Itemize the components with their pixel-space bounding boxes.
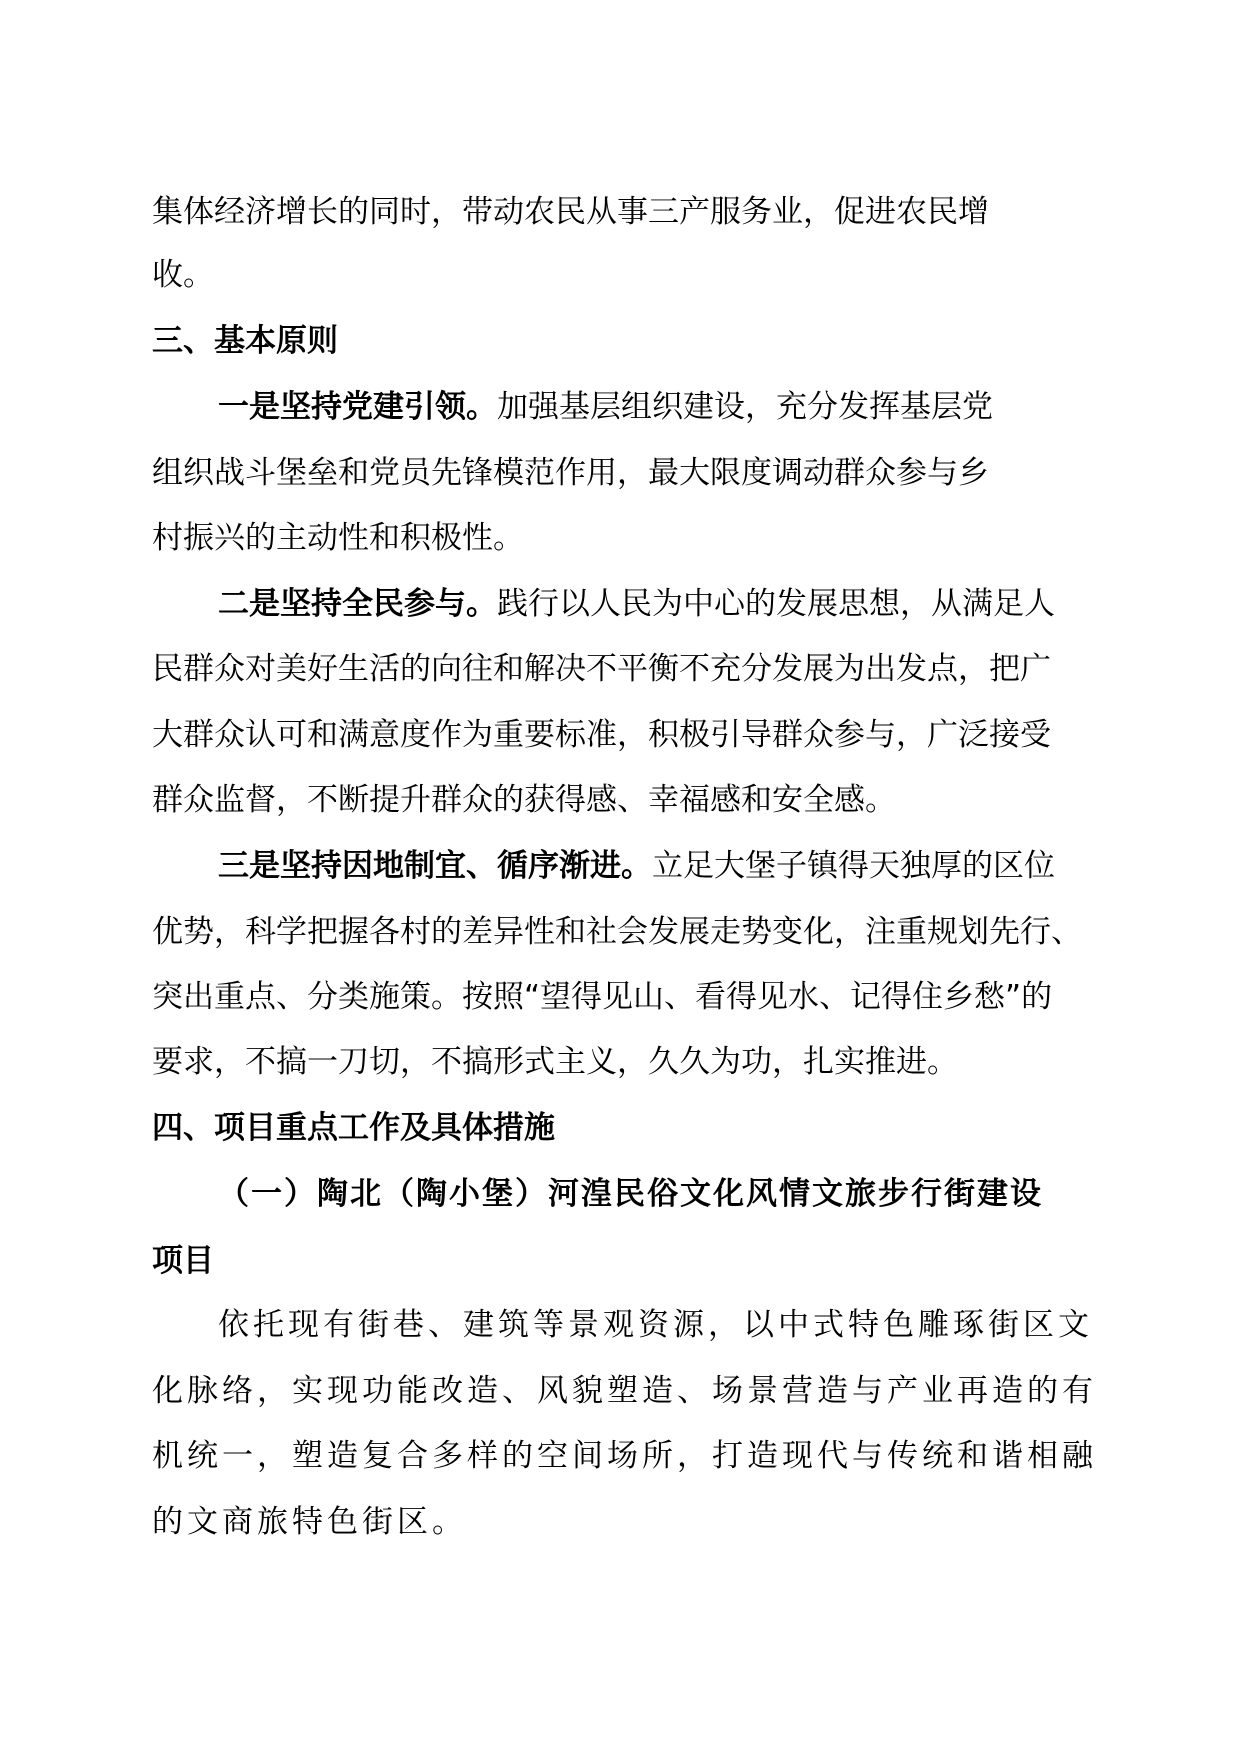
subheading-project-1-cont: 项目 (152, 1243, 214, 1279)
section-heading-basic-principles: 三、基本原则 (152, 323, 338, 359)
section-heading-key-projects: 四、项目重点工作及具体措施 (152, 1110, 555, 1146)
principle-2-text: 践行以人民为中心的发展思想，从满足人 (497, 586, 1055, 622)
paragraph-line: 机统一，塑造复合多样的空间场所，打造现代与传统和谐相融 (152, 1438, 1097, 1474)
paragraph-line: 化脉络，实现功能改造、风貌塑造、场景营造与产业再造的有 (152, 1373, 1097, 1409)
paragraph-line: 收。 (152, 257, 214, 293)
principle-3-first-line (218, 848, 1055, 884)
paragraph-line: 突出重点、分类施策。按照“望得见山、看得见水、记得住乡愁”的 (152, 979, 1053, 1015)
paragraph-line: 村振兴的主动性和积极性。 (152, 520, 524, 556)
principle-3-lead: 三是坚持因地制宜、循序渐进。 (218, 848, 652, 884)
principle-3-text: 立足大堡子镇得天独厚的区位 (652, 848, 1055, 884)
paragraph-line: 大群众认可和满意度作为重要标准，积极引导群众参与，广泛接受 (152, 717, 1051, 753)
paragraph-line: 群众监督，不断提升群众的获得感、幸福感和安全感。 (152, 782, 896, 818)
principle-1-text: 加强基层组织建设，充分发挥基层党 (497, 389, 993, 425)
principle-2-first-line (218, 586, 1055, 622)
principle-1-lead: 一是坚持党建引领。 (218, 389, 497, 425)
paragraph-line: 组织战斗堡垒和党员先锋模范作用，最大限度调动群众参与乡 (152, 455, 989, 491)
paragraph-line: 集体经济增长的同时，带动农民从事三产服务业，促进农民增 (152, 194, 989, 230)
paragraph-line: 民群众对美好生活的向往和解决不平衡不充分发展为出发点，把广 (152, 651, 1051, 687)
principle-1-first-line (218, 389, 993, 425)
paragraph-line: 的文商旅特色街区。 (152, 1504, 467, 1540)
principle-2-lead: 二是坚持全民参与。 (218, 586, 497, 622)
paragraph-line: 要求，不搞一刀切，不搞形式主义，久久为功，扎实推进。 (152, 1044, 958, 1080)
paragraph-line: 依托现有街巷、建筑等景观资源，以中式特色雕琢街区文 (218, 1307, 1093, 1343)
subheading-project-1: （一）陶北（陶小堡）河湟民俗文化风情文旅步行街建设 (218, 1176, 1043, 1212)
paragraph-line: 优势，科学把握各村的差异性和社会发展走势变化，注重规划先行、 (152, 914, 1082, 950)
